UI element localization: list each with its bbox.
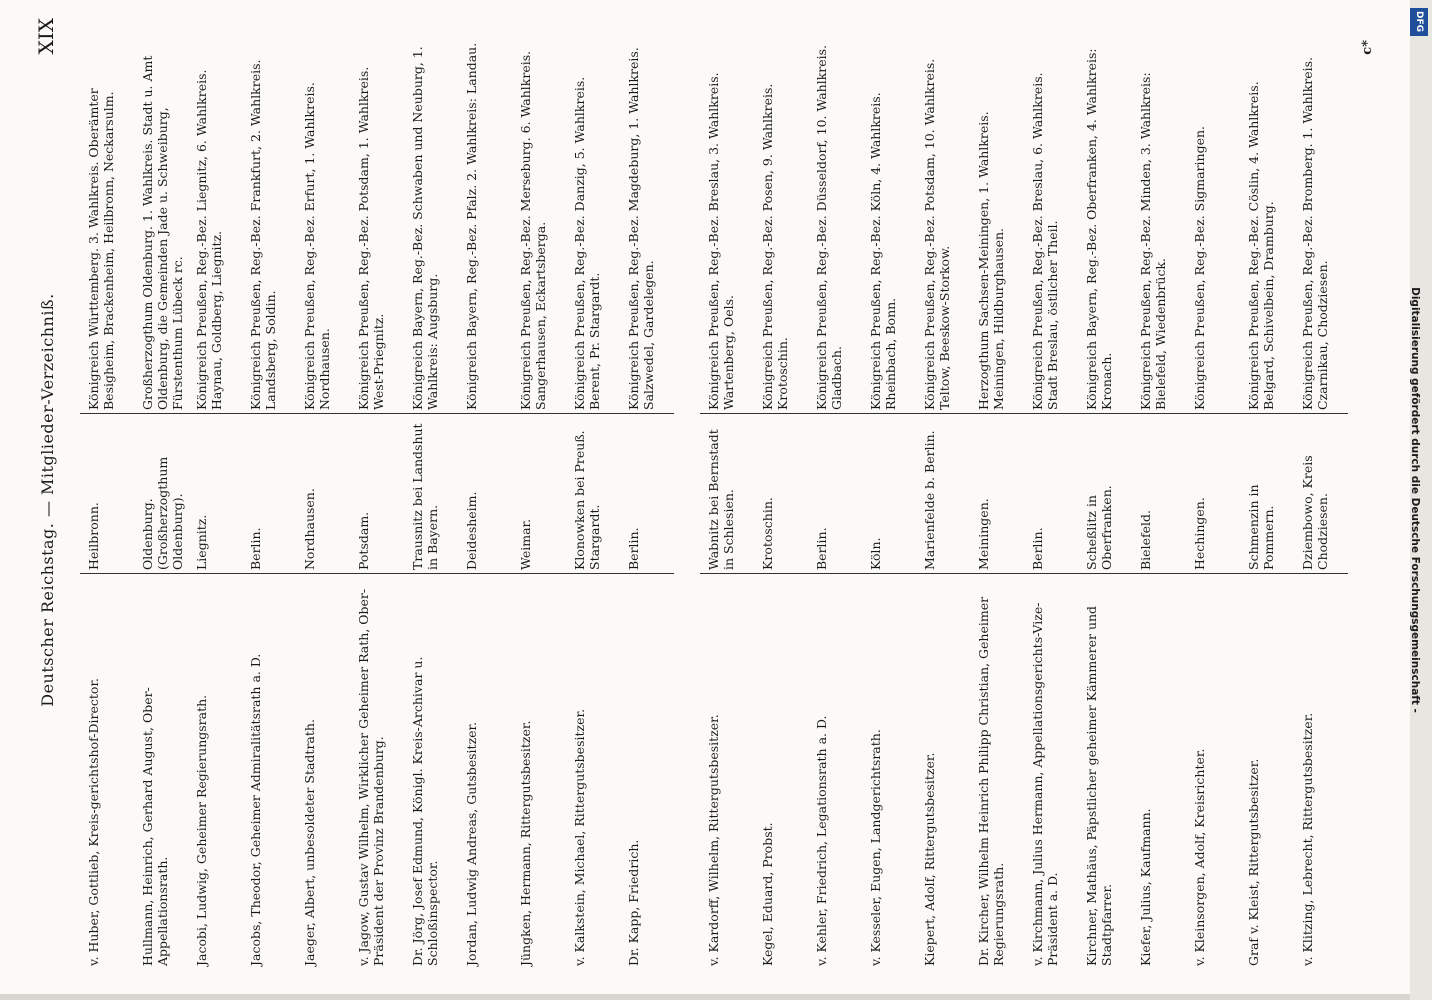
page-header [30,0,70,1000]
member-name: Jacobi, Ludwig, Geheimer Regierungsrath. [194,694,209,966]
table-row [754,30,808,970]
member-name: Kegel, Eduard, Probst. [760,822,775,966]
member-residence: Berlin. [626,527,641,570]
table-row [134,30,188,970]
member-name: Dr. Kircher, Wilhelm Heinrich Philipp Christian, Geheimer Regierungsrath. [976,596,1006,966]
member-name: v. Kesseler, Eugen, Landgerichtsrath. [868,729,883,966]
page-edge [0,994,1410,1000]
page-number: XIX [34,18,58,55]
electoral-district: Königreich Preußen, Reg.-Bez. Liegnitz, 6. Wahlkreis. Haynau, Goldberg, Liegnitz. [194,69,224,410]
table-row [1186,30,1240,970]
electoral-district: Königreich Württemberg. 3. Wahlkreis. Oberämter Besigheim, Brackenheim, Heilbronn, Neckarsulm. [86,88,116,410]
member-name: v. Jagow, Gustav Wilhelm, Wirklicher Geheimer Rath, Ober-Präsident der Provinz Brandenburg. [356,588,386,966]
table-row [350,30,404,970]
member-name: v. Huber, Gottlieb, Kreis-gerichtshof-Director. [86,677,101,966]
member-residence: Berlin. [1030,527,1045,570]
electoral-district: Königreich Bayern, Reg.-Bez. Pfalz. 2. Wahlkreis: Landau. [464,42,479,410]
table-row [1240,30,1294,970]
member-name: v. Kehler, Friedrich, Legationsrath a. D. [814,715,829,966]
member-name: Kiefer, Julius, Kaufmann. [1138,808,1153,966]
electoral-district: Königreich Preußen, Reg.-Bez. Potsdam, 10. Wahlkreis. Teltow, Beeskow-Storkow. [922,58,952,410]
footer-mark: c* [1360,40,1375,55]
member-residence: Meiningen. [976,498,991,570]
member-residence: Liegnitz. [194,514,209,570]
table-row [1024,30,1078,970]
electoral-district: Königreich Preußen, Reg.-Bez. Düsseldorf, 10. Wahlkreis. Gladbach. [814,44,844,410]
member-residence: Berlin. [248,527,263,570]
table-row [566,30,620,970]
electoral-district: Königreich Bayern, Reg.-Bez. Schwaben und Neuburg, 1. Wahlkreis: Augsburg. [410,46,440,410]
member-name: Jordan, Ludwig Andreas, Gutsbesitzer. [464,721,479,966]
member-name: v. Kleinsorgen, Adolf, Kreisrichter. [1192,748,1207,966]
electoral-district: Königreich Preußen, Reg.-Bez. Köln, 4. Wahlkreis. Rheinbach, Bonn. [868,92,898,410]
member-name: Dr. Jörg, Josef Edmund, Königl. Kreis-Archivar u. Schloßinspector. [410,656,440,966]
electoral-district: Königreich Preußen, Reg.-Bez. Posen, 9. Wahlkreis. Krotoschin. [760,83,790,410]
member-name: Dr. Kapp, Friedrich. [626,839,641,966]
table-row [700,30,754,970]
member-residence: Scheßlitz in Oberfranken. [1084,485,1114,570]
member-name: Kiepert, Adolf, Rittergutsbesitzer. [922,752,937,966]
member-table-left [80,30,680,970]
table-row [296,30,350,970]
electoral-district: Königreich Preußen, Reg.-Bez. Sigmaringen. [1192,126,1207,410]
member-name: Graf v. Kleist, Rittergutsbesitzer. [1246,758,1261,966]
digitization-stamp-text: Digitalisierung gefördert durch die Deutsche Forschungsgemeinschaft - [1409,287,1421,713]
member-residence: Marienfelde b. Berlin. [922,430,937,570]
member-residence: Klonowken bei Preuß. Stargardt. [572,430,602,570]
member-residence: Trausnitz bei Landshut in Bayern. [410,423,440,570]
electoral-district: Königreich Preußen, Reg.-Bez. Cöslin, 4. Wahlkreis. Belgard, Schivelbein, Dramburg. [1246,81,1276,410]
member-residence: Krotoschin. [760,497,775,570]
dfg-logo: DFG [1410,8,1428,36]
table-row [512,30,566,970]
electoral-district: Königreich Preußen, Reg.-Bez. Bromberg. 1. Wahlkreis. Czarnikau, Chodziesen. [1300,56,1330,410]
electoral-district: Königreich Preußen, Reg.-Bez. Potsdam, 1. Wahlkreis. West-Priegnitz. [356,66,386,410]
electoral-district: Königreich Preußen, Reg.-Bez. Danzig, 5. Wahlkreis. Berent, Pr. Stargardt. [572,76,602,410]
member-residence: Schmenzin in Pommern. [1246,484,1276,570]
member-residence: Hechingen. [1192,497,1207,570]
table-row [458,30,512,970]
table-row [242,30,296,970]
electoral-district: Königreich Bayern, Reg.-Bez. Oberfranken, 4. Wahlkreis: Kronach. [1084,48,1114,410]
member-name: v. Klitzing, Lebrecht, Rittergutsbesitzer. [1300,712,1315,966]
member-residence: Dziembowo, Kreis Chodziesen. [1300,455,1330,570]
electoral-district: Königreich Preußen, Reg.-Bez. Breslau, 6. Wahlkreis. Stadt Breslau, östlicher Theil. [1030,72,1060,410]
electoral-district: Königreich Preußen, Reg.-Bez. Erfurt, 1. Wahlkreis. Nordhausen. [302,82,332,410]
member-residence: Bielefeld. [1138,510,1153,570]
digitization-stamp [1404,0,1426,1000]
member-name: Jacobs, Theodor, Geheimer Admiralitätsrath a. D. [248,653,263,966]
member-name: Hullmann, Heinrich, Gerhard August, Ober-Appellationsrath. [140,687,170,966]
member-residence: Potsdam. [356,511,371,570]
electoral-district: Königreich Preußen, Reg.-Bez. Breslau, 3. Wahlkreis. Wartenberg, Oels. [706,72,736,410]
member-name: Kirchner, Mathäus, Päpstlicher geheimer Kämmerer und Stadtpfarrer. [1084,605,1114,966]
table-row [916,30,970,970]
table-row [188,30,242,970]
table-row [80,30,134,970]
electoral-district: Königreich Preußen, Reg.-Bez. Minden, 3. Wahlkreis: Bielefeld, Wiedenbrück. [1138,72,1168,410]
member-table-right [700,30,1330,970]
table-row [1294,30,1348,970]
member-name: v. Kalkstein, Michael, Rittergutsbesitzer. [572,708,587,966]
table-row [970,30,1024,970]
electoral-district: Königreich Preußen, Reg.-Bez. Merseburg. 6. Wahlkreis. Sangerhausen, Eckartsberga. [518,50,548,410]
electoral-district: Königreich Preußen, Reg.-Bez. Frankfurt, 2. Wahlkreis. Landsberg, Soldin. [248,59,278,410]
member-residence: Oldenburg. (Großherzogthum Oldenburg). [140,456,185,570]
table-row [404,30,458,970]
member-name: Jaeger, Albert, unbesoldeter Stadtrath. [302,719,317,966]
table-row [808,30,862,970]
member-residence: Wabnitz bei Bernstadt in Schlesien. [706,429,736,570]
member-name: v. Kirchmann, Julius Hermann, Appellationsgerichts-Vize-Präsident a. D. [1030,602,1060,966]
member-residence: Nordhausen. [302,488,317,570]
electoral-district: Herzogthum Sachsen-Meiningen, 1. Wahlkreis. Meiningen, Hildburghausen. [976,111,1006,410]
table-row [862,30,916,970]
member-residence: Deidesheim. [464,491,479,570]
member-residence: Heilbronn. [86,502,101,570]
table-row [1132,30,1186,970]
electoral-district: Königreich Preußen, Reg.-Bez. Magdeburg, 1. Wahlkreis. Salzwedel, Gardelegen. [626,47,656,410]
table-row [620,30,674,970]
member-residence: Köln. [868,537,883,570]
member-residence: Berlin. [814,527,829,570]
electoral-district: Großherzogthum Oldenburg. 1. Wahlkreis. Stadt u. Amt Oldenburg, die Gemeinden Jade u. Schweiburg, Fürstenthum Lübeck rc. [140,55,185,410]
table-row [1078,30,1132,970]
member-name: v. Kardorff, Wilhelm, Rittergutsbesitzer. [706,714,721,966]
page-title: Deutscher Reichstag. — Mitglieder-Verzeichniß. [38,293,57,707]
member-name: Jüngken, Hermann, Rittergutsbesitzer. [518,720,533,966]
member-residence: Weimar. [518,518,533,570]
